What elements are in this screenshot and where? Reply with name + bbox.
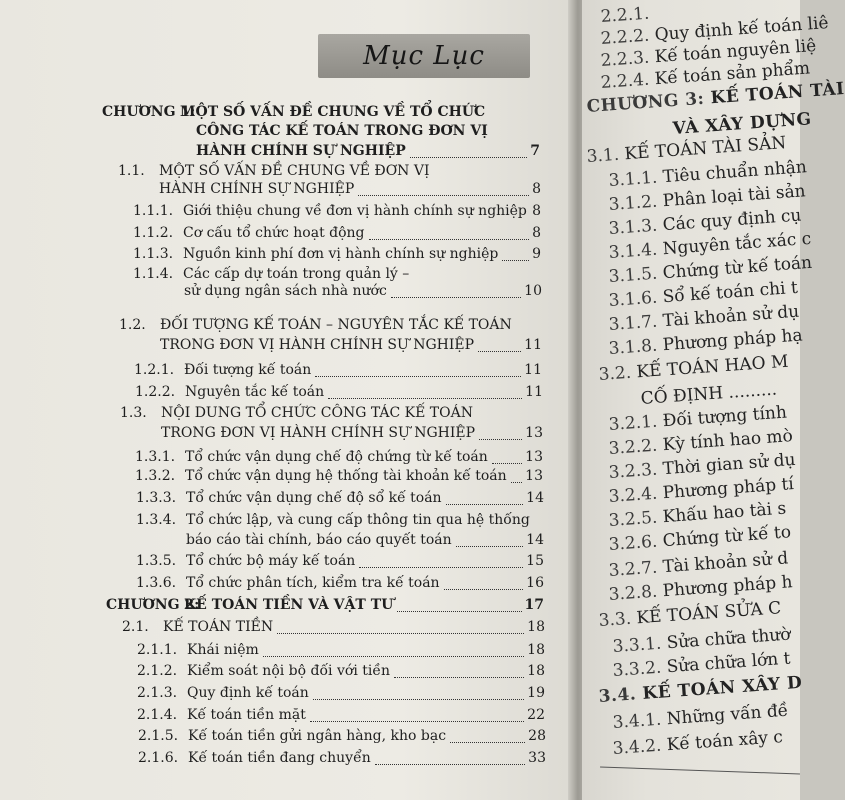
toc-entry-page: 7 bbox=[530, 143, 540, 159]
toc-entry-number: 3.4.1. bbox=[612, 709, 668, 733]
toc-entry-number: 2.1.5. bbox=[138, 728, 179, 744]
toc-entry-title: Sửa chữa lớn t bbox=[666, 648, 792, 678]
toc-entry-number: 2.2.4. bbox=[600, 69, 656, 93]
toc-entry-number: 2.1.4. bbox=[137, 707, 178, 723]
toc-entry-page: 16 bbox=[526, 575, 544, 591]
toc-entry-title: Kỳ tính hao mò bbox=[662, 426, 794, 456]
toc-entry-number: 1.3. bbox=[120, 405, 147, 421]
leader-dots bbox=[359, 565, 523, 568]
toc-entry-title: KẾ TOÁN TIỀN VÀ VẬT TƯ bbox=[184, 597, 394, 613]
toc-entry-number: 2.2.1. bbox=[600, 3, 651, 27]
toc-entry-title: Chứng từ kế toán bbox=[662, 252, 813, 284]
toc-entry-page: 13 bbox=[525, 449, 543, 465]
toc-entry-page: 22 bbox=[527, 707, 545, 723]
toc-entry bbox=[0, 162, 575, 180]
toc-entry-page: 33 bbox=[528, 750, 546, 766]
toc-entry-page: 13 bbox=[525, 468, 543, 484]
toc-entry-number: 3.2.3. bbox=[608, 459, 664, 483]
toc-entry-title: Tổ chức vận dụng hệ thống tài khoản kế toán bbox=[185, 468, 507, 484]
leader-dots bbox=[479, 437, 522, 440]
toc-entry-number: 2.1.2. bbox=[137, 663, 178, 679]
leader-dots bbox=[313, 697, 524, 700]
toc-entry bbox=[0, 180, 575, 198]
toc-entry-page: 11 bbox=[524, 337, 542, 353]
toc-entry-title: MỘT SỐ VẤN ĐỀ CHUNG VỀ ĐƠN VỊ bbox=[159, 163, 430, 179]
toc-entry-number: 3.2.7. bbox=[608, 557, 664, 581]
toc-entry-title: Phương pháp h bbox=[662, 572, 794, 602]
toc-entry-title: Kế toán tiền gửi ngân hàng, kho bạc bbox=[188, 728, 447, 744]
toc-entry-title: CÔNG TÁC KẾ TOÁN TRONG ĐƠN VỊ bbox=[196, 123, 488, 139]
leader-dots bbox=[410, 155, 528, 158]
leader-dots bbox=[315, 374, 521, 377]
toc-entry-number: 3.1.6. bbox=[608, 287, 664, 311]
toc-entry-number: 2.1. bbox=[122, 619, 149, 635]
leader-dots bbox=[375, 762, 525, 765]
toc-entry bbox=[0, 448, 575, 466]
toc-entry-page: 13 bbox=[525, 425, 543, 441]
toc-entry-number: 3.2.5. bbox=[608, 507, 664, 531]
right-page bbox=[582, 0, 845, 800]
leader-dots bbox=[391, 295, 521, 298]
toc-entry bbox=[0, 424, 575, 442]
toc-entry-title: Thời gian sử dụ bbox=[662, 449, 797, 480]
toc-entry bbox=[0, 662, 575, 680]
toc-entry-page: 11 bbox=[525, 384, 543, 400]
toc-entry-number: 3.1.7. bbox=[608, 311, 664, 335]
toc-entry bbox=[0, 749, 575, 767]
toc-entry-page: 9 bbox=[532, 246, 541, 262]
toc-entry-number: 1.2.2. bbox=[135, 384, 176, 400]
toc-entry-title: Kế toán tiền đang chuyển bbox=[188, 750, 371, 766]
toc-entry-number: 3.1.5. bbox=[608, 263, 664, 287]
toc-title: Mục Lục bbox=[363, 41, 485, 71]
toc-entry-title: Kiểm soát nội bộ đối với tiền bbox=[187, 663, 390, 679]
toc-entry-number: 1.3.4. bbox=[136, 512, 177, 528]
leader-dots bbox=[358, 193, 529, 196]
toc-entry-title: NỘI DUNG TỔ CHỨC CÔNG TÁC KẾ TOÁN bbox=[161, 405, 473, 421]
toc-entry-number: 3.2.8. bbox=[608, 581, 664, 605]
toc-entry-page: 28 bbox=[528, 728, 546, 744]
leader-dots bbox=[310, 719, 524, 722]
toc-entry-number: 3.1.1. bbox=[608, 167, 664, 191]
toc-entry-title: Kế toán sản phẩm bbox=[654, 58, 811, 90]
toc-entry-number: 3.3.1. bbox=[612, 633, 668, 657]
toc-entry-title: HÀNH CHÍNH SỰ NGHIỆP bbox=[159, 181, 355, 197]
toc-entry-number: 2.1.6. bbox=[138, 750, 179, 766]
toc-entry bbox=[0, 336, 575, 354]
toc-entry-number: 2.1.1. bbox=[137, 642, 178, 658]
leader-dots bbox=[397, 609, 521, 612]
leader-dots bbox=[502, 258, 529, 261]
toc-entry bbox=[0, 245, 575, 263]
toc-entry bbox=[0, 383, 575, 401]
toc-entry-title: Phân loại tài sản bbox=[662, 181, 807, 212]
toc-entry-title: Nguồn kinh phí đơn vị hành chính sự nghiệp bbox=[183, 246, 499, 262]
toc-entry-title: HÀNH CHÍNH SỰ NGHIỆP bbox=[196, 143, 406, 159]
toc-entry bbox=[0, 361, 575, 379]
toc-entry-title: Phương pháp hạ bbox=[662, 325, 804, 356]
leader-dots bbox=[492, 461, 522, 464]
leader-dots bbox=[478, 349, 521, 352]
toc-entry-number: 1.2.1. bbox=[134, 362, 175, 378]
toc-entry-page: 14 bbox=[526, 490, 544, 506]
toc-entry-page: 11 bbox=[524, 362, 542, 378]
toc-entry-title: Đối tượng tính bbox=[662, 402, 788, 432]
toc-entry bbox=[0, 727, 575, 745]
toc-entry-title: Chứng từ kế to bbox=[662, 522, 792, 552]
toc-entry bbox=[0, 202, 575, 220]
toc-entry-page: 17 bbox=[524, 597, 544, 613]
toc-entry-title: ĐỐI TƯỢNG KẾ TOÁN – NGUYÊN TẮC KẾ TOÁN bbox=[160, 317, 512, 333]
toc-entry-title: Tài khoản sử dụ bbox=[662, 301, 800, 332]
toc-entry-title: Quy định kế toán bbox=[187, 685, 309, 701]
toc-entry-number: 1.3.3. bbox=[136, 490, 177, 506]
leader-dots bbox=[511, 480, 523, 483]
toc-entry-number: 3.2.4. bbox=[608, 483, 664, 507]
toc-entry-page: 14 bbox=[526, 532, 544, 548]
toc-entry bbox=[0, 641, 575, 659]
toc-entry-title: Sổ kế toán chi t bbox=[662, 277, 799, 308]
leader-dots bbox=[369, 237, 530, 240]
toc-entry bbox=[0, 574, 575, 592]
toc-entry bbox=[0, 684, 575, 702]
toc-entry-number: 1.3.5. bbox=[136, 553, 177, 569]
toc-entry bbox=[0, 103, 575, 121]
toc-entry-page: 18 bbox=[527, 642, 545, 658]
toc-entry-number: 3.2.1. bbox=[608, 411, 664, 435]
toc-entry-title: Quy định kế toán liê bbox=[654, 13, 830, 46]
toc-entry-title: Tổ chức vận dụng chế độ sổ kế toán bbox=[186, 490, 442, 506]
toc-entry-title: Khấu hao tài s bbox=[662, 498, 787, 528]
leader-dots bbox=[450, 740, 525, 743]
leader-dots bbox=[456, 544, 524, 547]
toc-entry bbox=[0, 265, 575, 283]
toc-entry-title: KẾ TOÁN HAO M bbox=[635, 351, 790, 383]
toc-entry bbox=[0, 467, 575, 485]
leader-dots bbox=[328, 396, 522, 399]
toc-entry bbox=[0, 224, 575, 242]
toc-entry bbox=[0, 489, 575, 507]
toc-entry-number: 3.4.2. bbox=[612, 735, 668, 759]
toc-entry-page: 10 bbox=[524, 283, 542, 299]
toc-entry bbox=[0, 706, 575, 724]
toc-entry-number: 1.1.2. bbox=[133, 225, 174, 241]
toc-entry-number: CHƯƠNG 1: bbox=[102, 104, 196, 120]
toc-entry-number: 3.1.3. bbox=[608, 215, 664, 239]
toc-entry-number: 2.2.3. bbox=[600, 47, 656, 71]
toc-entry-title: Phương pháp tí bbox=[662, 474, 795, 504]
toc-entry bbox=[0, 531, 575, 549]
toc-entry-number: 3.4. bbox=[598, 683, 644, 707]
toc-entry-number: 3.1.2. bbox=[608, 191, 664, 215]
toc-entry bbox=[0, 404, 575, 422]
toc-entry-number: 3.1.4. bbox=[608, 239, 664, 263]
leader-dots bbox=[444, 587, 524, 590]
toc-entry-title: Sửa chữa thườ bbox=[666, 624, 792, 654]
toc-entry bbox=[0, 282, 575, 300]
toc-entry-number: 2.1.3. bbox=[137, 685, 178, 701]
toc-entry-page: 8 bbox=[532, 203, 541, 219]
toc-entry-number: 3.3.2. bbox=[612, 657, 668, 681]
toc-entry-title: Tiêu chuẩn nhận bbox=[662, 157, 808, 188]
toc-entry-title: TRONG ĐƠN VỊ HÀNH CHÍNH SỰ NGHIỆP bbox=[160, 337, 475, 353]
toc-entry-number: 1.3.1. bbox=[135, 449, 176, 465]
toc-entry-title: Khái niệm bbox=[187, 642, 259, 658]
toc-entry bbox=[0, 596, 575, 614]
toc-entry-title: TRONG ĐƠN VỊ HÀNH CHÍNH SỰ NGHIỆP bbox=[161, 425, 476, 441]
toc-entry-title: Tổ chức lập, và cung cấp thông tin qua hệ thống bbox=[186, 512, 530, 528]
toc-entry-title: KẾ TOÁN SỬA C bbox=[635, 598, 782, 629]
toc-entry bbox=[0, 618, 575, 636]
toc-entry-title: Các cấp dự toán trong quản lý – bbox=[183, 266, 410, 282]
toc-entry-title: Giới thiệu chung về đơn vị hành chính sự nghiệp bbox=[183, 203, 527, 219]
toc-entry-title: sử dụng ngân sách nhà nước bbox=[184, 283, 387, 299]
toc-entry-title: Đối tượng kế toán bbox=[184, 362, 312, 378]
toc-entry-number: 3.2.2. bbox=[608, 435, 664, 459]
toc-entry-number: 2.2.2. bbox=[600, 25, 656, 49]
toc-entry-title: Cơ cấu tổ chức hoạt động bbox=[183, 225, 365, 241]
leader-dots bbox=[263, 654, 524, 657]
toc-entry-number: 1.1.1. bbox=[133, 203, 174, 219]
toc-entry-title: Tổ chức bộ máy kế toán bbox=[186, 553, 356, 569]
toc-entry-title: Kế toán tiền mặt bbox=[187, 707, 306, 723]
toc-entry-number: 3.1. bbox=[586, 144, 626, 167]
toc-entry-title: Kế toán xây c bbox=[666, 727, 784, 756]
toc-entry-page: 18 bbox=[527, 663, 545, 679]
toc-entry-title: VÀ XÂY DỰNG bbox=[672, 109, 813, 139]
toc-entry-number: 1.1.3. bbox=[133, 246, 174, 262]
toc-entry-page: 18 bbox=[527, 619, 545, 635]
toc-entry bbox=[0, 552, 575, 570]
toc-entry-number: 1.1. bbox=[118, 163, 145, 179]
toc-entry-number: 3.3. bbox=[598, 608, 638, 631]
toc-entry-title: CỐ ĐỊNH ......... bbox=[640, 379, 778, 409]
toc-entry-title: KẾ TOÁN XÂY D bbox=[641, 672, 803, 704]
toc-entry-title: KẾ TOÁN TÀI SẢN bbox=[623, 133, 787, 165]
toc-entry-page: 8 bbox=[532, 181, 541, 197]
toc-entry-title: Nguyên tắc kế toán bbox=[185, 384, 325, 400]
toc-entry-title: Tổ chức phân tích, kiểm tra kế toán bbox=[186, 575, 440, 591]
toc-entry bbox=[0, 122, 575, 140]
toc-entry-number: CHƯƠNG 3: bbox=[586, 88, 712, 117]
toc-entry bbox=[0, 511, 575, 529]
toc-entry-number: 1.3.2. bbox=[135, 468, 176, 484]
toc-entry-page: 19 bbox=[527, 685, 545, 701]
leader-dots bbox=[394, 675, 524, 678]
toc-entry-number: 1.2. bbox=[119, 317, 146, 333]
toc-entry bbox=[0, 142, 575, 160]
toc-entry-title: Những vấn đề bbox=[666, 700, 789, 730]
toc-entry-title: MỘT SỐ VẤN ĐỀ CHUNG VỀ TỔ CHỨC bbox=[180, 104, 486, 120]
toc-entry bbox=[0, 316, 575, 334]
toc-entry-page: 15 bbox=[526, 553, 544, 569]
leader-dots bbox=[277, 631, 524, 634]
toc-entry-number: CHƯƠNG 2: bbox=[106, 597, 200, 613]
toc-entry-number: 3.2.6. bbox=[608, 531, 664, 555]
toc-entry-number: 1.1.4. bbox=[133, 266, 174, 282]
toc-entry-title: Kế toán nguyên liệ bbox=[654, 35, 817, 68]
toc-entry-title: Các quy định cụ bbox=[662, 205, 803, 236]
leader-dots bbox=[446, 502, 524, 505]
toc-entry-title: Nguyên tắc xác c bbox=[662, 228, 812, 260]
toc-entry-page: 8 bbox=[532, 225, 541, 241]
toc-entry-title: KẾ TOÁN TIỀN bbox=[163, 619, 274, 635]
toc-entry-title: Tài khoản sử d bbox=[662, 548, 789, 578]
toc-entry-number: 3.1.8. bbox=[608, 335, 664, 359]
toc-entry-title: Tổ chức vận dụng chế độ chứng từ kế toán bbox=[185, 449, 488, 465]
toc-entry-number: 1.3.6. bbox=[136, 575, 177, 591]
toc-entry-title: KẾ TOÁN TÀI bbox=[710, 78, 845, 109]
toc-title-banner bbox=[318, 34, 530, 78]
toc-entry-number: 3.2. bbox=[598, 362, 638, 385]
toc-entry-title: báo cáo tài chính, báo cáo quyết toán bbox=[186, 532, 452, 548]
